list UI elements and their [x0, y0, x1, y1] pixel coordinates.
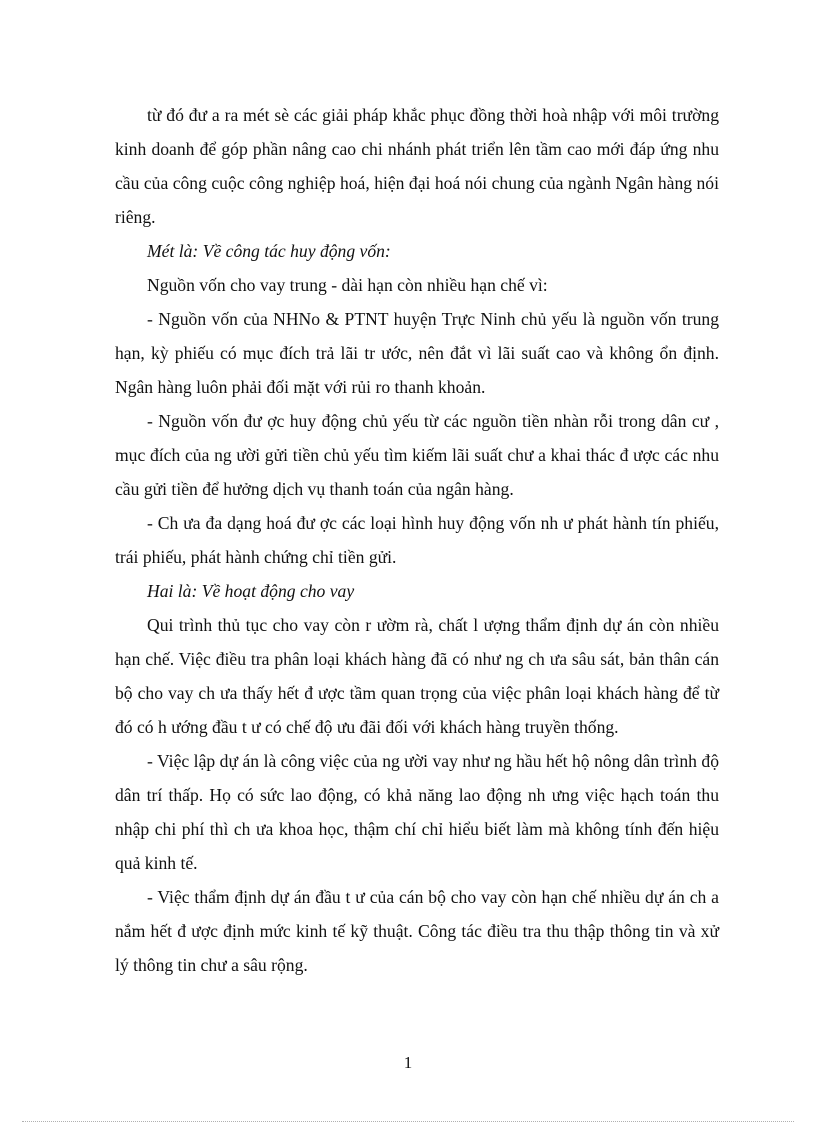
heading-capital-mobilization: Mét là: Về công tác huy động vốn:	[147, 241, 391, 261]
paragraph-project-preparation: - Việc lập dự án là công việc của ng ười vay như ng hầu hết hộ nông dân trình độ dân trí thấp. Họ có sức lao động, có khả năng lao động nh ưng việc hạch toán thu nhập chi phí thì ch ưa khoa học, thậm chí chỉ hiểu biết làm mà không tính đến hiệu quả kinh tế.	[115, 751, 719, 873]
paragraph-capital-source: - Nguồn vốn của NHNo & PTNT huyện Trực Ninh chủ yếu là nguồn vốn trung hạn, kỳ phiếu có mục đích trả lãi tr ước, nên đắt vì lãi suất cao và không ổn định. Ngân hàng luôn phải đối mặt với rủi ro thanh khoản.	[115, 309, 719, 397]
heading-lending-activity: Hai là: Về hoạt động cho vay	[147, 581, 355, 601]
paragraph-loan-capital-limits: Nguồn vốn cho vay trung - dài hạn còn nhiều hạn chế vì:	[147, 275, 548, 295]
page-bottom-divider	[22, 1121, 794, 1122]
paragraph-intro-continuation: từ đó đư a ra mét sè các giải pháp khắc phục đồng thời hoà nhập với môi trường kinh doanh để góp phần nâng cao chi nhánh phát triển lên tầm cao mới đáp ứng nhu cầu của công cuộc công nghiệp hoá, hiện đại hoá nói chung của ngành Ngân hàng nói riêng.	[115, 105, 719, 227]
body-text	[115, 98, 719, 982]
paragraph-project-appraisal: - Việc thẩm định dự án đầu t ư của cán bộ cho vay còn hạn chế nhiều dự án ch a nắm hết đ ược định mức kinh tế kỹ thuật. Công tác điều tra thu thập thông tin và xử lý thông tin chư a sâu rộng.	[115, 887, 719, 975]
paragraph-diversification: - Ch ưa đa dạng hoá đư ợc các loại hình huy động vốn nh ư phát hành tín phiếu, trái phiếu, phát hành chứng chỉ tiền gửi.	[115, 513, 719, 567]
paragraph-loan-procedure: Qui trình thủ tục cho vay còn r ườm rà, chất l ượng thẩm định dự án còn nhiều hạn chế. Việc điều tra phân loại khách hàng đã có như ng ch ưa sâu sát, bản thân cán bộ cho vay ch ưa thấy hết đ ược tầm quan trọng của việc phân loại khách hàng để từ đó có h ướng đầu t ư có chế độ ưu đãi đối với khách hàng truyền thống.	[115, 615, 719, 737]
paragraph-idle-funds: - Nguồn vốn đư ợc huy động chủ yếu từ các nguồn tiền nhàn rỗi trong dân cư , mục đích của ng ười gửi tiền chủ yếu tìm kiếm lãi suất chư a khai thác đ ược các nhu cầu gửi tiền để hưởng dịch vụ thanh toán của ngân hàng.	[115, 411, 719, 499]
page-number: 1	[403, 1053, 413, 1072]
